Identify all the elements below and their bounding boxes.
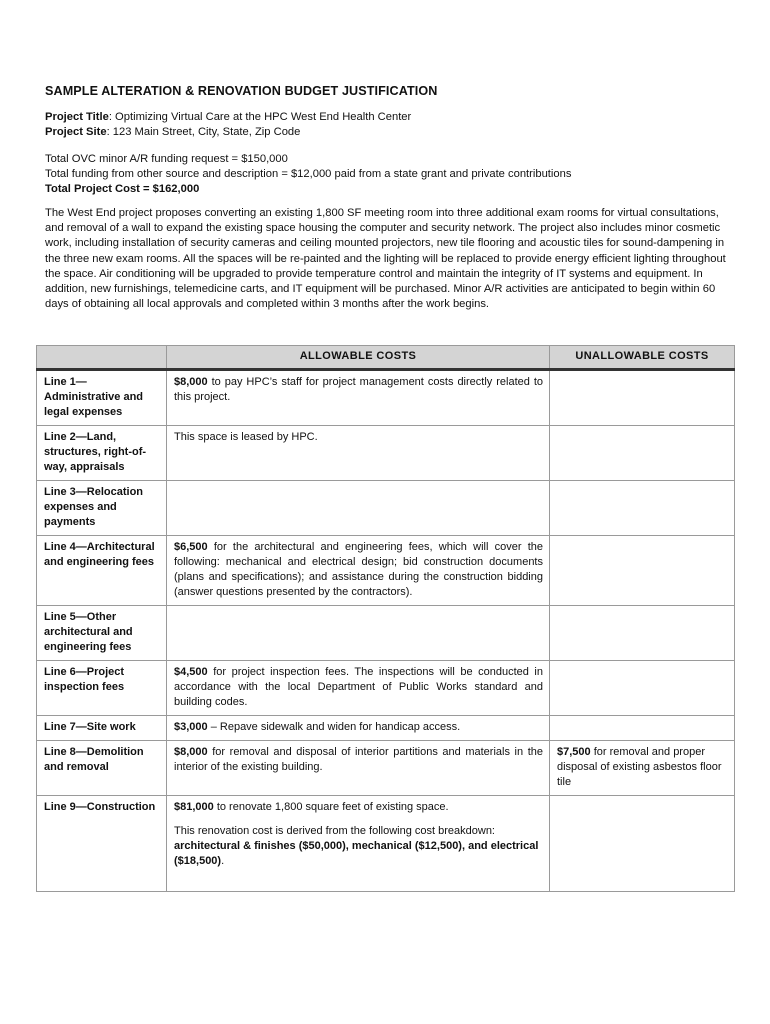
allowable-text: This space is leased by HPC.: [174, 431, 318, 443]
allowable-text: to pay HPC’s staff for project management costs directly related to this project.: [174, 376, 543, 403]
breakdown-suffix: .: [221, 855, 225, 867]
allowable-amount: $6,500: [174, 541, 208, 553]
unallowable-text: for removal and proper disposal of existing asbestos floor tile: [557, 746, 722, 788]
budget-table: [36, 345, 735, 892]
allowable-text: for the architectural and engineering fees, which will cover the following: mechanical and electrical design; bid construction documents (plans and specifications); and assistance during the construction bidding (answer questions presented by the contractors).: [174, 541, 543, 598]
project-site-line: [45, 125, 731, 140]
allowable-cell: [167, 536, 550, 606]
table-header-row: [37, 346, 735, 370]
table-row: [37, 370, 735, 426]
header-allowable: ALLOWABLE COSTS: [167, 346, 550, 370]
unallowable-cell: [550, 716, 735, 741]
allowable-amount: $8,000: [174, 376, 208, 388]
line-item-label: Line 3—Relocation expenses and payments: [37, 481, 167, 536]
allowable-cell: [167, 716, 550, 741]
line-item-label: Line 7—Site work: [37, 716, 167, 741]
allowable-text: for project inspection fees. The inspections will be conducted in accordance with the local Department of Public Works standard and building codes.: [174, 666, 543, 708]
table-row: [37, 741, 735, 796]
allowable-text: to renovate 1,800 square feet of existing space.: [213, 801, 449, 813]
unallowable-cell: [550, 606, 735, 661]
project-info: [45, 110, 731, 140]
allowable-amount: $81,000: [174, 801, 214, 813]
header-unallowable: UNALLOWABLE COSTS: [550, 346, 735, 370]
allowable-amount: $4,500: [174, 666, 208, 678]
allowable-amount: $3,000: [174, 721, 208, 733]
table-row: [37, 606, 735, 661]
unallowable-cell: [550, 370, 735, 426]
allowable-cell: [167, 426, 550, 481]
allowable-cell: [167, 481, 550, 536]
table-row: [37, 716, 735, 741]
project-description: The West End project proposes converting an existing 1,800 SF meeting room into three additional exam rooms for virtual consultations, and removal of a wall to expand the existing space housing the computer and security network. The project also includes minor cosmetic work, including installation of security cameras and ceiling mounted projectors, new tile flooring and acoustic tiles for sound-dampening in the three new exam rooms. All the spaces will be re-painted and the lighting will be replaced to provide energy efficient lighting throughout the space. Air conditioning will be upgraded to provide temperature control and maintain the integrity of IT systems and equipment. In addition, new furnishings, telemedicine carts, and IT equipment will be purchased. Minor A/R activities are anticipated to begin within 60 days of obtaining all local approvals and completed within 3 months after the work begins.: [45, 207, 726, 311]
unallowable-amount: $7,500: [557, 746, 591, 758]
line-item-label: Line 6—Project inspection fees: [37, 661, 167, 716]
line-item-label: Line 1—Administrative and legal expenses: [37, 370, 167, 426]
unallowable-cell: [550, 426, 735, 481]
table-row: [37, 661, 735, 716]
allowable-cell: [167, 741, 550, 796]
total-project-cost: Total Project Cost = $162,000: [45, 183, 200, 195]
breakdown-prefix: This renovation cost is derived from the following cost breakdown:: [174, 825, 495, 837]
line-item-label: Line 4—Architectural and engineering fees: [37, 536, 167, 606]
project-site-label: Project Site: [45, 126, 107, 138]
unallowable-cell: [550, 536, 735, 606]
line-item-label: Line 2—Land, structures, right-of-way, appraisals: [37, 426, 167, 481]
unallowable-cell: [550, 661, 735, 716]
header-line-item: [37, 346, 167, 370]
document-title: SAMPLE ALTERATION & RENOVATION BUDGET JUSTIFICATION: [45, 84, 438, 98]
unallowable-cell: [550, 796, 735, 892]
line-item-label: Line 9—Construction: [37, 796, 167, 892]
allowable-text: for removal and disposal of interior partitions and materials in the interior of the existing building.: [174, 746, 543, 773]
funding-summary: [45, 152, 731, 197]
table-row: [37, 481, 735, 536]
allowable-amount: $8,000: [174, 746, 208, 758]
line-item-label: Line 5—Other architectural and engineering fees: [37, 606, 167, 661]
unallowable-cell: [550, 741, 735, 796]
table-row: [37, 426, 735, 481]
funding-other: Total funding from other source and description = $12,000 paid from a state grant and private contributions: [45, 168, 572, 180]
breakdown-detail: architectural & finishes ($50,000), mechanical ($12,500), and electrical ($18,500): [174, 840, 539, 867]
document-body: [45, 84, 731, 312]
unallowable-cell: [550, 481, 735, 536]
allowable-text: – Repave sidewalk and widen for handicap access.: [207, 721, 461, 733]
allowable-para-1: [174, 800, 543, 815]
allowable-para-2: [174, 824, 543, 869]
project-title-label: Project Title: [45, 111, 109, 123]
table-row: [37, 796, 735, 892]
project-title-value: : Optimizing Virtual Care at the HPC West End Health Center: [108, 111, 412, 123]
funding-request: Total OVC minor A/R funding request = $150,000: [45, 153, 288, 165]
allowable-cell: [167, 661, 550, 716]
project-title-line: [45, 110, 731, 125]
project-site-value: : 123 Main Street, City, State, Zip Code: [106, 126, 301, 138]
allowable-cell: [167, 606, 550, 661]
allowable-cell: [167, 370, 550, 426]
table-row: [37, 536, 735, 606]
line-item-label: Line 8—Demolition and removal: [37, 741, 167, 796]
allowable-cell: [167, 796, 550, 892]
